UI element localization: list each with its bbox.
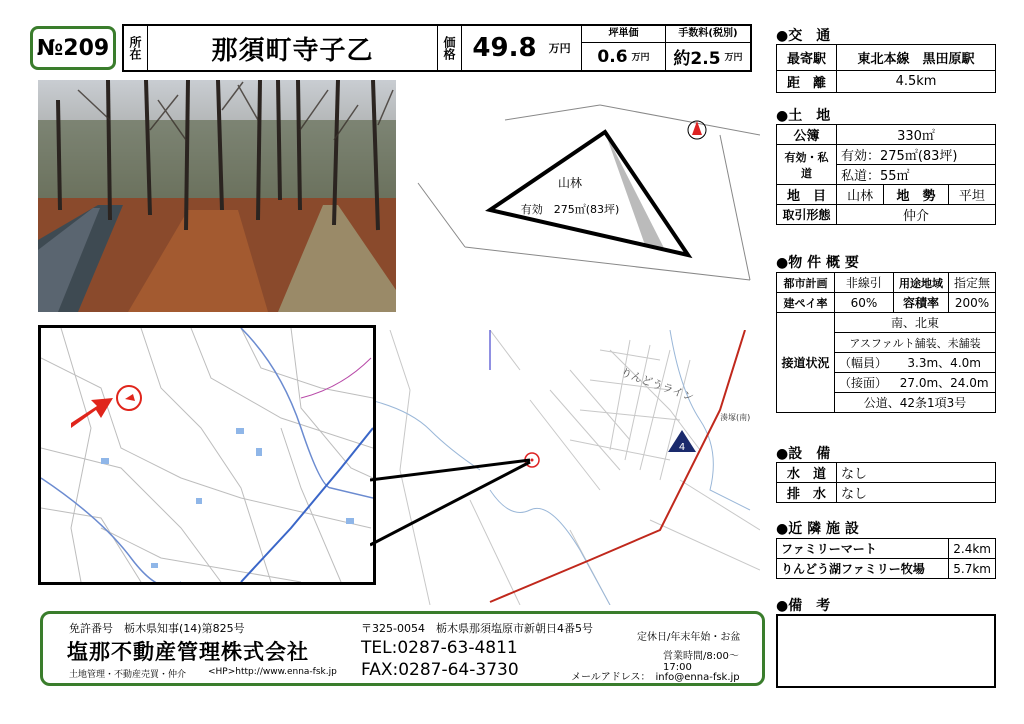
plan-effective-area: 有効 275㎡(83坪) xyxy=(520,203,620,216)
far-label: 容積率 xyxy=(893,293,948,313)
company-hours: 営業時間/8:00～17:00 xyxy=(663,651,739,673)
nearby-table xyxy=(776,538,996,579)
fee-cell xyxy=(666,26,750,70)
listing-number: №209 xyxy=(36,35,110,61)
water-value: なし xyxy=(837,463,996,483)
frontage-label: （接面） xyxy=(835,373,894,393)
zoning-value: 指定無 xyxy=(949,273,996,293)
land-title: ●土 地 xyxy=(776,108,831,124)
company-fax: FAX:0287-64-3730 xyxy=(361,660,519,680)
nearby-distance: 2.4km xyxy=(949,539,996,559)
nearby-item xyxy=(777,539,996,559)
company-tel[interactable]: TEL:0287-63-4811 xyxy=(361,638,518,658)
homepage-link[interactable]: <HP>http://www.enna-fsk.jp xyxy=(208,667,337,677)
company-footer xyxy=(40,611,765,686)
far-value: 200% xyxy=(949,293,996,313)
site-plan-drawing xyxy=(410,95,760,300)
distance-label: 距 離 xyxy=(777,71,837,93)
unit-price-cell xyxy=(582,26,666,70)
drain-label: 排 水 xyxy=(777,483,837,503)
road-name-label: りんどうライン xyxy=(618,365,696,405)
price-cell xyxy=(462,26,582,70)
nearby-name: ファミリーマート xyxy=(777,539,949,559)
inset-connector xyxy=(370,330,540,550)
nearby-distance: 5.7km xyxy=(949,559,996,579)
remarks-box xyxy=(776,614,996,688)
price-label: 価格 xyxy=(438,26,462,70)
road-type: 公道、42条1項3号 xyxy=(835,393,996,413)
listing-header-bar xyxy=(122,24,752,72)
traffic-table xyxy=(776,44,996,93)
road-surface: アスファルト舗装、未舗装 xyxy=(835,333,996,353)
road-direction: 南、北東 xyxy=(835,313,996,333)
land-table xyxy=(776,124,996,225)
listing-number-badge xyxy=(30,26,116,70)
company-email[interactable]: メールアドレス： info@enna-fsk.jp xyxy=(571,672,740,683)
public-area-label: 公簿 xyxy=(777,125,837,145)
fee-value: 約2.5 xyxy=(673,49,721,69)
unit-price-unit: 万円 xyxy=(631,53,650,63)
nearby-title: ●近 隣 施 設 xyxy=(776,521,859,537)
public-area-value: 330㎡ xyxy=(837,125,996,145)
inset-map xyxy=(38,325,376,585)
address-value: 那須町寺子乙 xyxy=(148,26,438,70)
city-plan-label: 都市計画 xyxy=(777,273,835,293)
nearby-name: りんどう湖ファミリー牧場 xyxy=(777,559,949,579)
inset-map-drawing xyxy=(41,328,373,582)
property-photo xyxy=(38,80,396,312)
address-label: 所在 xyxy=(124,26,148,70)
fee-unit: 万円 xyxy=(724,53,743,63)
water-label: 水 道 xyxy=(777,463,837,483)
terrain-value: 平坦 xyxy=(948,185,995,205)
company-services: 土地管理・不動産売買・仲介 xyxy=(69,670,187,680)
route-number: 4 xyxy=(678,442,686,453)
overview-table xyxy=(776,272,996,413)
site-plan xyxy=(410,95,760,300)
traffic-title: ●交 通 xyxy=(776,28,831,44)
category-value: 山林 xyxy=(837,185,884,205)
forest-photo-image xyxy=(38,80,396,312)
road-label: 接道状況 xyxy=(777,313,835,413)
coverage-label: 建ぺイ率 xyxy=(777,293,835,313)
plan-land-type: 山林 xyxy=(557,176,583,190)
fee-label: 手数料(税別) xyxy=(666,26,750,43)
width-value: 3.3m、4.0m xyxy=(893,353,995,373)
overview-title: ●物 件 概 要 xyxy=(776,255,859,271)
facilities-title: ●設 備 xyxy=(776,446,831,462)
width-label: （幅員） xyxy=(835,353,894,373)
remarks-title: ●備 考 xyxy=(776,598,831,614)
private-road-value: 私道：55㎡ xyxy=(837,165,996,185)
trade-label: 取引形態 xyxy=(777,205,837,225)
distance-value: 4.5km xyxy=(837,71,996,93)
frontage-value: 27.0m、24.0m xyxy=(893,373,995,393)
effective-label: 有効・私道 xyxy=(777,145,837,185)
location-arrow-icon xyxy=(71,398,113,428)
zoning-label: 用途地域 xyxy=(893,273,948,293)
place-label: 湊塚(南) xyxy=(720,413,751,422)
station-label: 最寄駅 xyxy=(777,45,837,71)
nearby-item xyxy=(777,559,996,579)
category-label: 地 目 xyxy=(777,185,837,205)
company-name: 塩那不動産管理株式会社 xyxy=(67,640,309,664)
price-unit: 万円 xyxy=(548,42,571,55)
company-address: 〒325-0054 栃木県那須塩原市新朝日4番5号 xyxy=(361,622,593,635)
trade-value: 仲介 xyxy=(837,205,996,225)
city-plan-value: 非線引 xyxy=(835,273,894,293)
effective-area-value: 有効：275㎡(83坪) xyxy=(837,145,996,165)
coverage-value: 60% xyxy=(835,293,894,313)
company-holidays: 定休日/年末年始・お盆 xyxy=(637,632,741,643)
station-value: 東北本線 黒田原駅 xyxy=(837,45,996,71)
price-value: 49.8 xyxy=(472,33,537,63)
unit-price-label: 坪単価 xyxy=(582,26,665,43)
unit-price-value: 0.6 xyxy=(597,46,628,67)
facilities-table xyxy=(776,462,996,503)
terrain-label: 地 勢 xyxy=(884,185,949,205)
license-number: 免許番号 栃木県知事(14)第825号 xyxy=(69,622,245,635)
drain-value: なし xyxy=(837,483,996,503)
